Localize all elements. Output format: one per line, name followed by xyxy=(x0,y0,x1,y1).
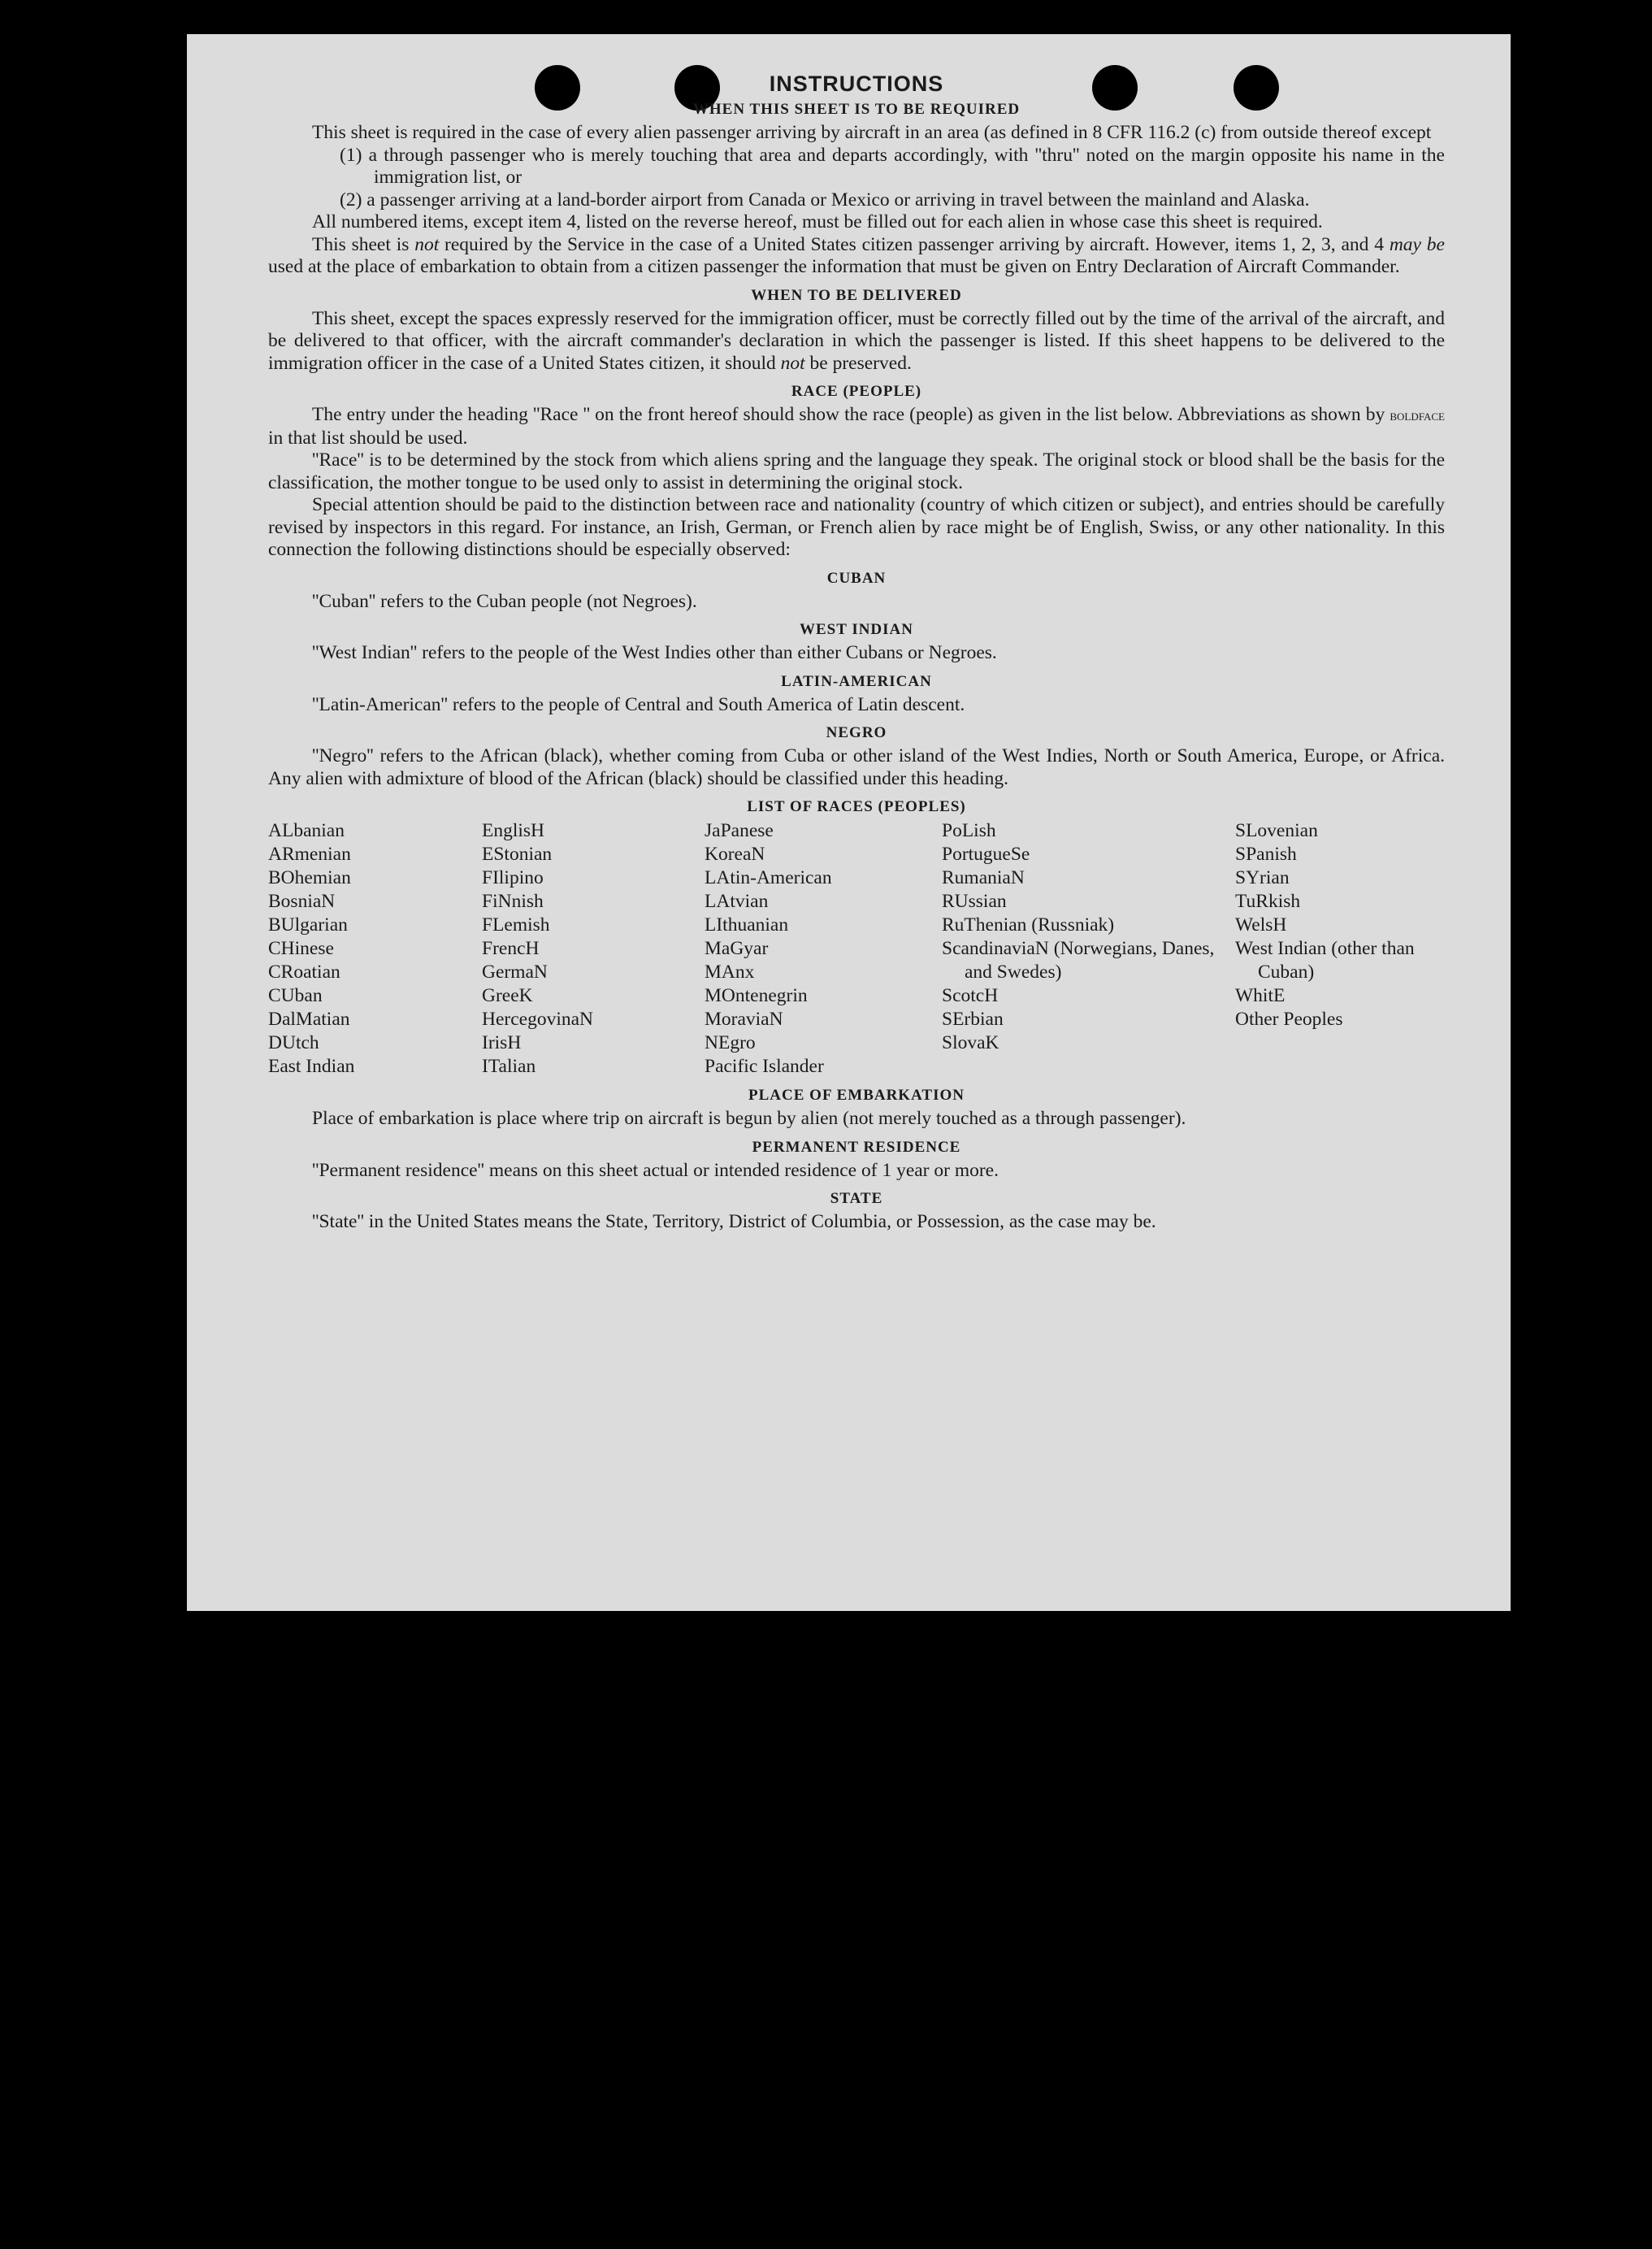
race-item: ScandinaviaN (Norwegians, Danes, and Swedes) xyxy=(942,938,1215,983)
race-item: HercegovinaN xyxy=(482,1009,594,1030)
list-item: (2) a passenger arriving at a land-border airport from Canada or Mexico or arriving in travel between the mainland and Alaska. xyxy=(340,189,1310,211)
race-item: Pacific Islander xyxy=(705,1056,824,1077)
race-item: EnglisH xyxy=(482,820,545,841)
races-column xyxy=(482,819,705,1079)
document-content xyxy=(268,70,1445,1234)
text-run: in that list should be used. xyxy=(268,427,468,449)
race-item: ALbanian xyxy=(268,820,345,841)
race-item: SlovaK xyxy=(942,1032,999,1053)
paragraph: ''Cuban'' refers to the Cuban people (not Negroes). xyxy=(312,590,697,612)
section-heading-cuban: CUBAN xyxy=(826,569,887,587)
section-heading-west-indian: WEST INDIAN xyxy=(800,621,913,638)
page-title: INSTRUCTIONS xyxy=(769,72,944,96)
section-heading-negro: NEGRO xyxy=(826,724,887,741)
race-item: LAtvian xyxy=(705,891,769,912)
text-run: The entry under the heading ''Race '' on the front hereof should show the race (people) as given in the list below. Abbreviations as shown by xyxy=(312,404,1390,425)
races-column xyxy=(705,819,942,1079)
race-item: FrencH xyxy=(482,938,540,959)
race-item: GermaN xyxy=(482,962,548,983)
paragraph: All numbered items, except item 4, listed on the reverse hereof, must be filled out for each alien in whose case this sheet is required. xyxy=(312,211,1323,232)
paragraph: ''State'' in the United States means the State, Territory, District of Columbia, or Possession, as the case may be. xyxy=(312,1211,1156,1232)
text-run: be preserved. xyxy=(804,352,912,374)
race-item: FiNnish xyxy=(482,891,544,912)
race-item: BosniaN xyxy=(268,891,336,912)
race-item: KoreaN xyxy=(705,844,765,865)
race-item: BUlgarian xyxy=(268,914,348,936)
paragraph: Place of embarkation is place where trip on aircraft is begun by alien (not merely touched as a through passenger). xyxy=(312,1108,1186,1129)
paragraph xyxy=(268,234,1445,279)
document-sheet xyxy=(187,34,1511,1611)
paragraph xyxy=(268,404,1445,449)
race-item: LIthuanian xyxy=(705,914,789,936)
section-heading-state: STATE xyxy=(830,1190,883,1207)
race-item: DalMatian xyxy=(268,1009,350,1030)
race-item: NEgro xyxy=(705,1032,756,1053)
race-item: MaGyar xyxy=(705,938,769,959)
paragraph: ''Race'' is to be determined by the stock from which aliens spring and the language they speak. The original stock or blood shall be the basis for the classification, the mother tongue to be used only to assist in determining the original stock. xyxy=(268,449,1445,493)
text-run: required by the Service in the case of a United States citizen passenger arriving by aircraft. However, items 1, 2, 3, and 4 xyxy=(439,233,1390,255)
race-item: SYrian xyxy=(1235,867,1290,888)
section-heading-delivered: WHEN TO BE DELIVERED xyxy=(751,286,962,304)
races-list xyxy=(268,819,1445,1079)
section-heading-race: RACE (PEOPLE) xyxy=(791,383,922,400)
section-heading-required: WHEN THIS SHEET IS TO BE REQUIRED xyxy=(692,101,1021,118)
section-heading-latin-american: LATIN-AMERICAN xyxy=(781,672,932,690)
emphasis: not xyxy=(414,233,440,255)
paragraph: ''Negro'' refers to the African (black), whether coming from Cuba or other island of the West Indies, North or South America, Europe, or Africa. Any alien with admixture of blood of the African (black) should be classified under this heading. xyxy=(268,745,1445,789)
paragraph xyxy=(268,308,1445,376)
race-item: ScotcH xyxy=(942,985,999,1006)
race-item: East Indian xyxy=(268,1056,355,1077)
race-item: GreeK xyxy=(482,985,533,1006)
race-item: FLemish xyxy=(482,914,550,936)
text-run: used at the place of embarkation to obtain from a citizen passenger the information that must be given on Entry Declaration of Aircraft Commander. xyxy=(268,256,1400,277)
race-item: CHinese xyxy=(268,938,334,959)
race-item: Other Peoples xyxy=(1235,1009,1343,1030)
race-item: CUban xyxy=(268,985,323,1006)
races-column xyxy=(268,819,482,1079)
race-item: MOntenegrin xyxy=(705,985,808,1006)
race-item: DUtch xyxy=(268,1032,319,1053)
race-item: LAtin-American xyxy=(705,867,832,888)
list-item: (1) a through passenger who is merely touching that area and departs accordingly, with ''thru'' noted on the margin opposite his name in the immigration list, or xyxy=(340,144,1445,188)
section-heading-list-of-races: LIST OF RACES (PEOPLES) xyxy=(747,798,966,815)
emphasis: not xyxy=(780,352,805,374)
race-item: MoraviaN xyxy=(705,1009,783,1030)
paragraph: ''West Indian'' refers to the people of the West Indies other than either Cubans or Negroes. xyxy=(312,642,997,663)
race-item: RuThenian (Russniak) xyxy=(942,914,1115,936)
paragraph: Special attention should be paid to the distinction between race and nationality (country of which citizen or subject), and entries should be carefully revised by inspectors in this regard. For instance, an Irish, German, or French alien by race might be of English, Swiss, or any other nationality. In this connection the following distinctions should be especially observed: xyxy=(268,494,1445,560)
race-item: MAnx xyxy=(705,962,755,983)
race-item: PortugueSe xyxy=(942,844,1030,865)
paragraph: ''Latin-American'' refers to the people of Central and South America of Latin descent. xyxy=(312,693,965,715)
section-heading-embarkation: PLACE OF EMBARKATION xyxy=(748,1087,965,1104)
races-column xyxy=(942,819,1235,1079)
race-item: SErbian xyxy=(942,1009,1004,1030)
text-run: This sheet, except the spaces expressly reserved for the immigration officer, must be correctly filled out by the time of the arrival of the aircraft, and be delivered to that officer, with the aircraft commander's declaration in which the passenger is listed. If this sheet happens to be delivered to the immigration officer in the case of a United States citizen, it should xyxy=(268,307,1445,374)
race-item: EStonian xyxy=(482,844,553,865)
race-item: IrisH xyxy=(482,1032,522,1053)
race-item: SLovenian xyxy=(1235,820,1318,841)
race-item: JaPanese xyxy=(705,820,774,841)
race-item: RumaniaN xyxy=(942,867,1025,888)
races-column xyxy=(1235,819,1445,1079)
race-item: RUssian xyxy=(942,891,1007,912)
small-caps-text: boldface xyxy=(1390,407,1445,424)
race-item: PoLish xyxy=(942,820,996,841)
race-item: CRoatian xyxy=(268,962,340,983)
race-item: WhitE xyxy=(1235,985,1286,1006)
race-item: ARmenian xyxy=(268,844,351,865)
text-run: This sheet is xyxy=(312,233,415,255)
race-item: BOhemian xyxy=(268,867,351,888)
race-item: FIlipino xyxy=(482,867,544,888)
paragraph: This sheet is required in the case of every alien passenger arriving by aircraft in an area (as defined in 8 CFR 116.2 (c) from outside thereof except xyxy=(312,122,1432,143)
race-item: WelsH xyxy=(1235,914,1287,936)
race-item: ITalian xyxy=(482,1056,536,1077)
race-item: TuRkish xyxy=(1235,891,1301,912)
emphasis: may be xyxy=(1389,233,1445,255)
section-heading-residence: PERMANENT RESIDENCE xyxy=(752,1138,961,1156)
race-item: SPanish xyxy=(1235,844,1297,865)
race-item: West Indian (other than Cuban) xyxy=(1235,938,1415,983)
paragraph: ''Permanent residence'' means on this sheet actual or intended residence of 1 year or more. xyxy=(312,1159,999,1181)
